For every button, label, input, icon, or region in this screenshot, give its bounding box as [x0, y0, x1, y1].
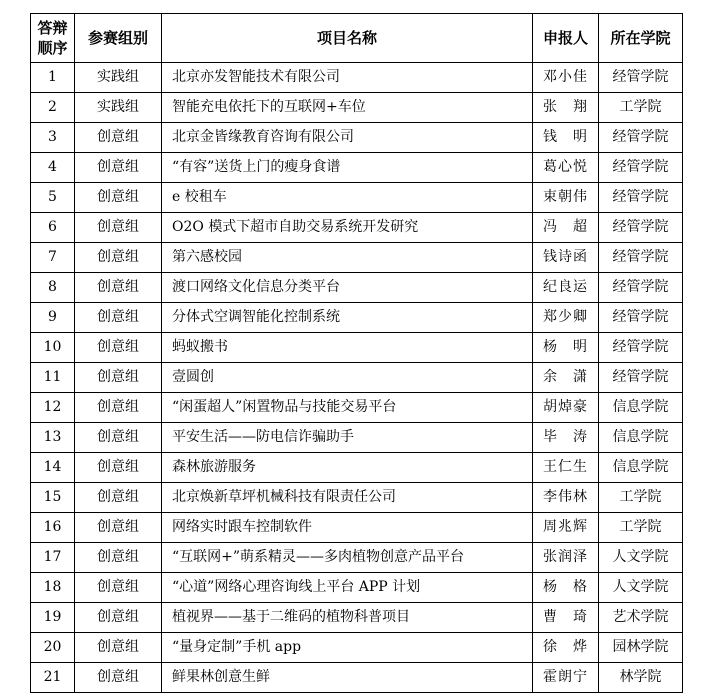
cell-order: 11 [31, 363, 75, 393]
cell-applicant: 郑少卿 [533, 303, 599, 333]
table-row [31, 633, 683, 663]
cell-project-name: 植视界——基于二维码的植物科普项目 [162, 603, 533, 633]
cell-college: 经管学院 [599, 183, 683, 213]
cell-project-name: 北京亦发智能技术有限公司 [162, 63, 533, 93]
table-row [31, 273, 683, 303]
cell-order: 14 [31, 453, 75, 483]
cell-applicant: 葛心悦 [533, 153, 599, 183]
cell-college: 经管学院 [599, 213, 683, 243]
table-row [31, 513, 683, 543]
table-row [31, 543, 683, 573]
table-row [31, 243, 683, 273]
cell-project-name: 网络实时跟车控制软件 [162, 513, 533, 543]
cell-project-name: 森林旅游服务 [162, 453, 533, 483]
cell-group: 创意组 [75, 543, 162, 573]
header-applicant: 申报人 [533, 14, 599, 63]
cell-order: 9 [31, 303, 75, 333]
cell-group: 创意组 [75, 153, 162, 183]
cell-order: 21 [31, 663, 75, 693]
cell-order: 3 [31, 123, 75, 153]
cell-group: 创意组 [75, 243, 162, 273]
cell-project-name: “心道”网络心理咨询线上平台 APP 计划 [162, 573, 533, 603]
cell-project-name: 智能充电依托下的互联网+车位 [162, 93, 533, 123]
cell-project-name: 北京金皆缘教育咨询有限公司 [162, 123, 533, 153]
table-row [31, 213, 683, 243]
cell-order: 13 [31, 423, 75, 453]
cell-project-name: 壹圆创 [162, 363, 533, 393]
cell-project-name: e 校租车 [162, 183, 533, 213]
cell-group: 创意组 [75, 303, 162, 333]
cell-order: 19 [31, 603, 75, 633]
cell-group: 创意组 [75, 663, 162, 693]
cell-group: 创意组 [75, 423, 162, 453]
defense-order-table [30, 13, 683, 693]
cell-project-name: “量身定制”手机 app [162, 633, 533, 663]
cell-project-name: “有容”送货上门的瘦身食谱 [162, 153, 533, 183]
table-row [31, 333, 683, 363]
cell-group: 创意组 [75, 273, 162, 303]
cell-order: 7 [31, 243, 75, 273]
cell-order: 4 [31, 153, 75, 183]
cell-applicant: 杨 格 [533, 573, 599, 603]
cell-project-name: 渡口网络文化信息分类平台 [162, 273, 533, 303]
cell-college: 信息学院 [599, 393, 683, 423]
cell-college: 经管学院 [599, 363, 683, 393]
table-header-row [31, 14, 683, 63]
cell-order: 16 [31, 513, 75, 543]
table-row [31, 393, 683, 423]
cell-college: 工学院 [599, 483, 683, 513]
cell-college: 工学院 [599, 513, 683, 543]
cell-group: 创意组 [75, 333, 162, 363]
cell-applicant: 张润泽 [533, 543, 599, 573]
cell-order: 2 [31, 93, 75, 123]
cell-college: 信息学院 [599, 423, 683, 453]
cell-order: 8 [31, 273, 75, 303]
cell-applicant: 徐 烨 [533, 633, 599, 663]
table-row [31, 603, 683, 633]
table-row [31, 63, 683, 93]
cell-order: 1 [31, 63, 75, 93]
cell-applicant: 毕 涛 [533, 423, 599, 453]
cell-applicant: 纪良运 [533, 273, 599, 303]
cell-group: 创意组 [75, 363, 162, 393]
cell-college: 人文学院 [599, 543, 683, 573]
cell-applicant: 束朝伟 [533, 183, 599, 213]
table-row [31, 453, 683, 483]
cell-project-name: “闲蛋超人”闲置物品与技能交易平台 [162, 393, 533, 423]
cell-applicant: 邓小佳 [533, 63, 599, 93]
cell-applicant: 张 翔 [533, 93, 599, 123]
cell-applicant: 王仁生 [533, 453, 599, 483]
cell-applicant: 杨 明 [533, 333, 599, 363]
table-row [31, 663, 683, 693]
cell-group: 实践组 [75, 93, 162, 123]
header-defense-order: 答辩顺序 [31, 14, 75, 63]
cell-project-name: 分体式空调智能化控制系统 [162, 303, 533, 333]
cell-applicant: 钱诗函 [533, 243, 599, 273]
cell-project-name: 第六感校园 [162, 243, 533, 273]
cell-order: 6 [31, 213, 75, 243]
cell-order: 15 [31, 483, 75, 513]
cell-order: 5 [31, 183, 75, 213]
cell-college: 林学院 [599, 663, 683, 693]
table-row [31, 303, 683, 333]
table-row [31, 483, 683, 513]
cell-order: 18 [31, 573, 75, 603]
cell-applicant: 冯 超 [533, 213, 599, 243]
cell-project-name: 蚂蚁搬书 [162, 333, 533, 363]
cell-group: 创意组 [75, 603, 162, 633]
cell-group: 创意组 [75, 513, 162, 543]
header-college: 所在学院 [599, 14, 683, 63]
cell-project-name: “互联网+”萌系精灵——多肉植物创意产品平台 [162, 543, 533, 573]
cell-applicant: 周兆辉 [533, 513, 599, 543]
cell-group: 创意组 [75, 123, 162, 153]
cell-group: 创意组 [75, 483, 162, 513]
header-group: 参赛组别 [75, 14, 162, 63]
table-row [31, 423, 683, 453]
table-row [31, 183, 683, 213]
cell-college: 经管学院 [599, 123, 683, 153]
cell-project-name: 鲜果林创意生鲜 [162, 663, 533, 693]
cell-college: 园林学院 [599, 633, 683, 663]
cell-group: 创意组 [75, 573, 162, 603]
cell-group: 创意组 [75, 183, 162, 213]
cell-group: 实践组 [75, 63, 162, 93]
cell-group: 创意组 [75, 393, 162, 423]
cell-group: 创意组 [75, 633, 162, 663]
cell-college: 经管学院 [599, 303, 683, 333]
cell-project-name: 北京焕新草坪机械科技有限责任公司 [162, 483, 533, 513]
table-row [31, 123, 683, 153]
cell-college: 经管学院 [599, 333, 683, 363]
cell-college: 经管学院 [599, 153, 683, 183]
table-row [31, 153, 683, 183]
cell-applicant: 曹 琦 [533, 603, 599, 633]
table-row [31, 573, 683, 603]
cell-applicant: 李伟林 [533, 483, 599, 513]
cell-group: 创意组 [75, 453, 162, 483]
cell-college: 经管学院 [599, 273, 683, 303]
cell-order: 17 [31, 543, 75, 573]
header-project-name: 项目名称 [162, 14, 533, 63]
cell-college: 工学院 [599, 93, 683, 123]
cell-order: 10 [31, 333, 75, 363]
cell-college: 经管学院 [599, 243, 683, 273]
table-row [31, 93, 683, 123]
cell-group: 创意组 [75, 213, 162, 243]
cell-order: 12 [31, 393, 75, 423]
cell-order: 20 [31, 633, 75, 663]
cell-applicant: 胡焯豪 [533, 393, 599, 423]
cell-project-name: 平安生活——防电信诈骗助手 [162, 423, 533, 453]
cell-applicant: 余 潇 [533, 363, 599, 393]
cell-applicant: 霍朗宁 [533, 663, 599, 693]
cell-college: 艺术学院 [599, 603, 683, 633]
table-body [31, 63, 683, 693]
cell-college: 信息学院 [599, 453, 683, 483]
cell-college: 经管学院 [599, 63, 683, 93]
cell-college: 人文学院 [599, 573, 683, 603]
cell-applicant: 钱 明 [533, 123, 599, 153]
table-row [31, 363, 683, 393]
cell-project-name: O2O 模式下超市自助交易系统开发研究 [162, 213, 533, 243]
